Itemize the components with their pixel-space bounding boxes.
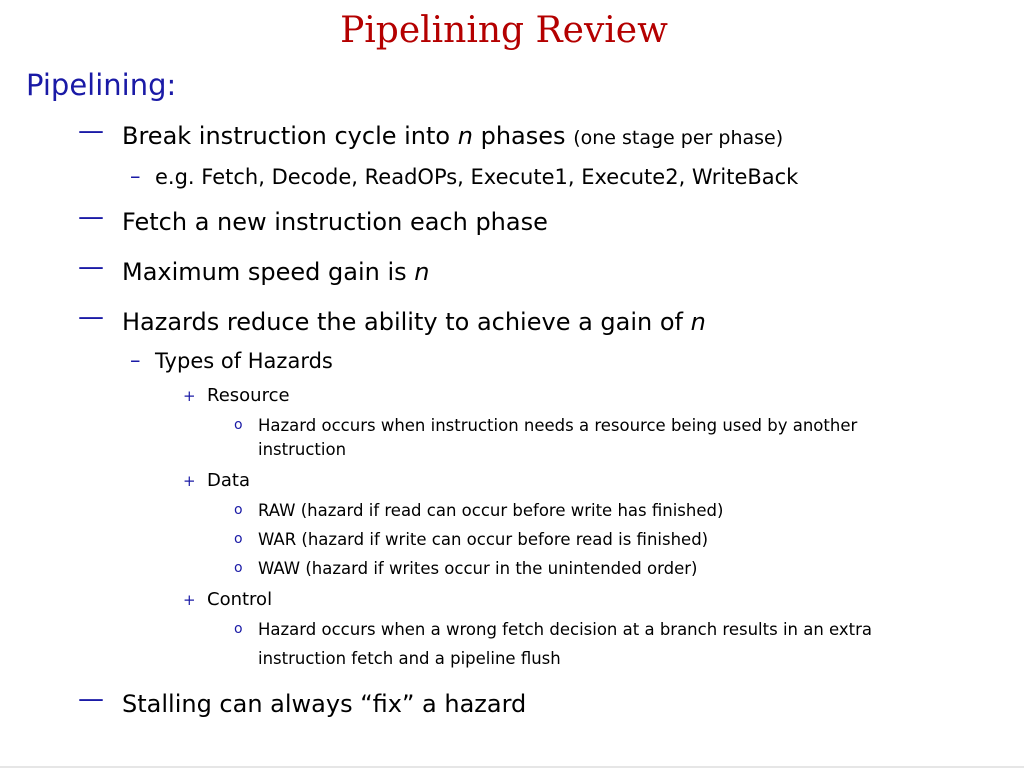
circle-marker: o bbox=[234, 621, 243, 637]
data-hazard-waw bbox=[234, 557, 698, 581]
bullet-text: Fetch a new instruction each phase bbox=[122, 208, 548, 236]
bullet-stalling bbox=[78, 684, 527, 718]
dash-marker: — bbox=[78, 684, 104, 714]
sub-bullet-types-of-hazards bbox=[130, 348, 333, 373]
hazard-type-data bbox=[183, 470, 250, 491]
variable-n: n bbox=[457, 122, 473, 150]
control-detail bbox=[234, 618, 873, 642]
variable-n: n bbox=[690, 308, 706, 336]
bullet-text: Break instruction cycle into bbox=[122, 122, 451, 150]
bullet-fetch-instruction bbox=[78, 202, 548, 236]
dash-marker: — bbox=[78, 302, 104, 332]
sub-bullet-phase-example bbox=[130, 164, 799, 189]
detail-text: RAW (hazard if read can occur before write has finished) bbox=[258, 501, 724, 520]
bullet-hazards bbox=[78, 302, 706, 336]
hazard-type-label: Control bbox=[207, 589, 273, 610]
bullet-text: Maximum speed gain is bbox=[122, 258, 407, 286]
plus-marker: + bbox=[183, 472, 196, 490]
detail-text: WAW (hazard if writes occur in the unintended order) bbox=[258, 559, 698, 578]
plus-marker: + bbox=[183, 591, 196, 609]
detail-text: WAR (hazard if write can occur before read is finished) bbox=[258, 530, 709, 549]
detail-text-line-2: instruction fetch and a pipeline flush bbox=[258, 649, 561, 668]
bullet-text: Hazards reduce the ability to achieve a gain of bbox=[122, 308, 683, 336]
section-heading: Pipelining: bbox=[26, 68, 177, 102]
sub-bullet-text: Types of Hazards bbox=[155, 349, 333, 373]
dash-marker: — bbox=[78, 202, 104, 232]
hazard-type-label: Data bbox=[207, 470, 250, 491]
detail-text-line-2: instruction bbox=[258, 440, 347, 459]
bullet-text-2: phases bbox=[480, 122, 566, 150]
dash-marker: — bbox=[78, 116, 104, 146]
detail-text-line-1: Hazard occurs when instruction needs a resource being used by another bbox=[258, 416, 858, 435]
hazard-type-control bbox=[183, 589, 273, 610]
variable-n: n bbox=[414, 258, 430, 286]
data-hazard-war bbox=[234, 528, 709, 552]
en-dash-marker: – bbox=[130, 164, 141, 188]
circle-marker: o bbox=[234, 502, 243, 518]
bullet-max-speed-gain bbox=[78, 252, 430, 286]
circle-marker: o bbox=[234, 417, 243, 433]
dash-marker: — bbox=[78, 252, 104, 282]
plus-marker: + bbox=[183, 387, 196, 405]
hazard-type-resource bbox=[183, 385, 290, 406]
resource-detail bbox=[234, 414, 858, 438]
bullet-note: (one stage per phase) bbox=[573, 127, 784, 149]
detail-text-line-1: Hazard occurs when a wrong fetch decision at a branch results in an extra bbox=[258, 620, 873, 639]
resource-detail-continued bbox=[258, 438, 346, 462]
bullet-instruction-cycle bbox=[78, 116, 784, 150]
bullet-text: Stalling can always “fix” a hazard bbox=[122, 690, 527, 718]
circle-marker: o bbox=[234, 560, 243, 576]
en-dash-marker: – bbox=[130, 348, 141, 372]
control-detail-continued bbox=[258, 647, 561, 671]
hazard-type-label: Resource bbox=[207, 385, 290, 406]
slide-title: Pipelining Review bbox=[340, 10, 668, 51]
circle-marker: o bbox=[234, 531, 243, 547]
data-hazard-raw bbox=[234, 499, 724, 523]
sub-bullet-text: e.g. Fetch, Decode, ReadOPs, Execute1, Execute2, WriteBack bbox=[155, 165, 799, 189]
